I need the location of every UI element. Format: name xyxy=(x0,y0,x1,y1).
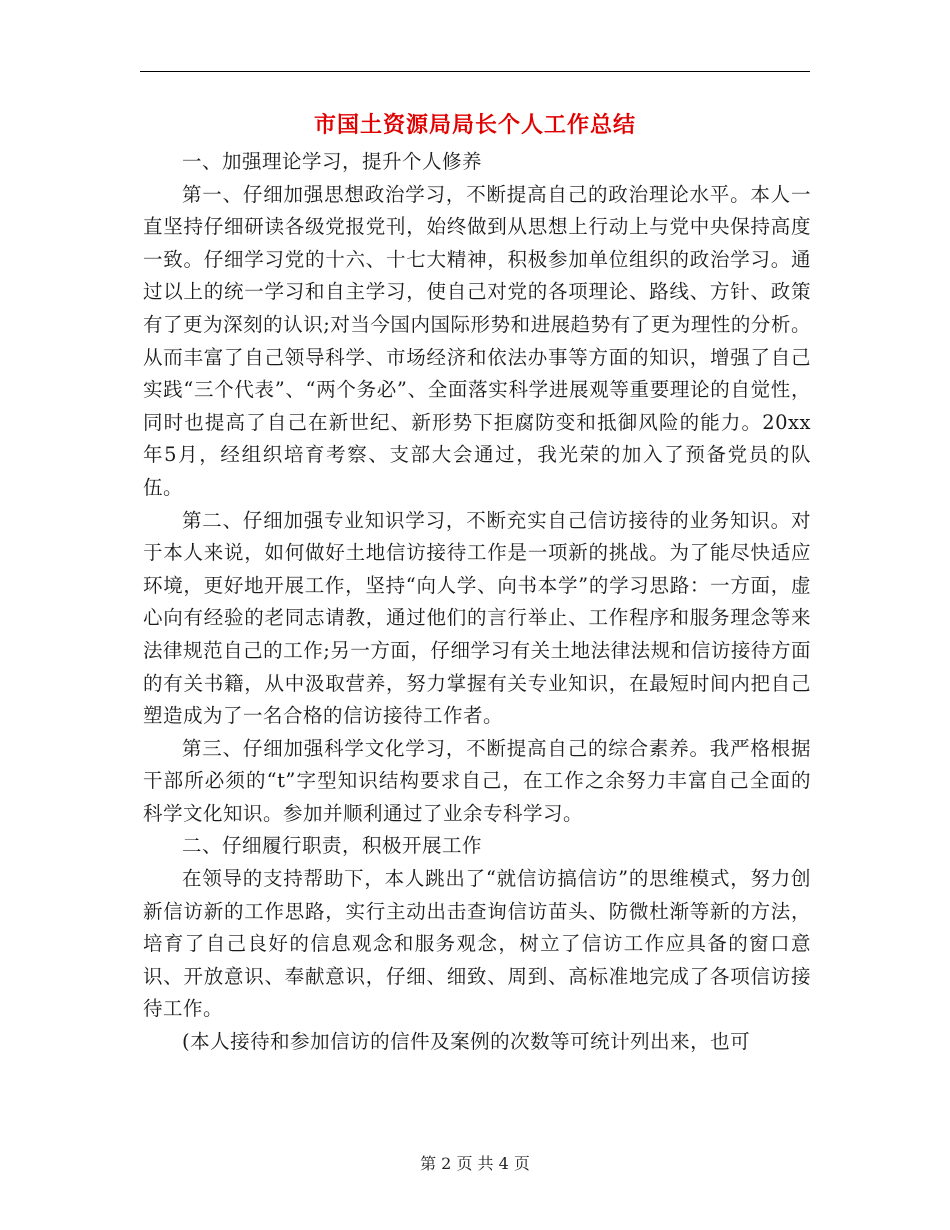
document-title: 市国土资源局局长个人工作总结 xyxy=(313,112,636,138)
body-paragraph: 在领导的支持帮助下，本人跳出了“就信访搞信访”的思维模式，努力创新信访新的工作思路，实行主动出击查询信访苗头、防微杜渐等新的方法，培育了自己良好的信息观念和服务观念，树立了信访工作应具备的窗口意识、开放意识、奉献意识，仔细、细致、周到、高标准地完成了各项信访接待工作。 xyxy=(143,867,811,1021)
header-rule xyxy=(140,71,810,72)
body-paragraph: 第一、仔细加强思想政治学习，不断提高自己的政治理论水平。本人一直坚持仔细研读各级党报党刊，始终做到从思想上行动上与党中央保持高度一致。仔细学习党的十六、十七大精神，积极参加单位组织的政治学习。通过以上的统一学习和自主学习，使自己对党的各项理论、路线、方针、政策有了更为深刻的认识;对当今国内国际形势和进展趋势有了更为理性的分析。从而丰富了自己领导科学、市场经济和依法办事等方面的知识，增强了自己实践“三个代表”、“两个务必”、全面落实科学进展观等重要理论的自觉性，同时也提高了自己在新世纪、新形势下拒腐防变和抵御风险的能力。20xx年5月，经组织培育考察、支部大会通过，我光荣的加入了预备党员的队伍。 xyxy=(143,182,811,499)
section-heading: 一、加强理论学习，提升个人修养 xyxy=(182,150,483,173)
body-paragraph: 第二、仔细加强专业知识学习，不断充实自己信访接待的业务知识。对于本人来说，如何做好土地信访接待工作是一项新的挑战。为了能尽快适应环境，更好地开展工作，坚持“向人学、向书本学”的学习思路：一方面，虚心向有经验的老同志请教，通过他们的言行举止、工作程序和服务理念等来法律规范自己的工作;另一方面，仔细学习有关土地法律法规和信访接待方面的有关书籍，从中汲取营养，努力掌握有关专业知识，在最短时间内把自己塑造成为了一名合格的信访接待工作者。 xyxy=(143,508,811,728)
section-heading: 二、仔细履行职责，积极开展工作 xyxy=(182,834,483,858)
body-paragraph: (本人接待和参加信访的信件及案例的次数等可统计列出来，也可 xyxy=(182,1030,751,1054)
document-body xyxy=(143,146,811,1059)
body-paragraph: 第三、仔细加强科学文化学习，不断提高自己的综合素养。我严格根据干部所必须的“t”字型知识结构要求自己，在工作之余努力丰富自己全面的科学文化知识。参加并顺利通过了业余专科学习。 xyxy=(143,736,811,825)
page-footer: 第 2 页 共 4 页 xyxy=(420,1154,530,1173)
